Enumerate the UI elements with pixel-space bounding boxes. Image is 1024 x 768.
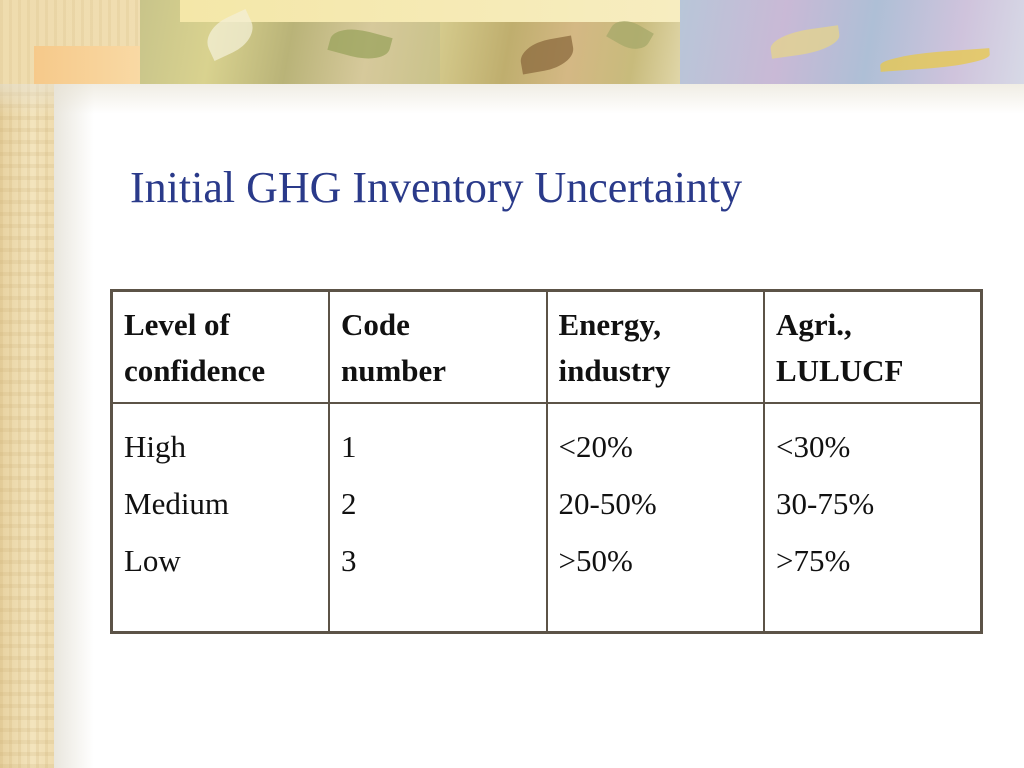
cell-value: 1	[341, 428, 357, 464]
header-energy-industry	[547, 291, 765, 403]
header-text: LULUCF	[776, 353, 904, 388]
cell-value: 20-50%	[558, 485, 657, 521]
decorative-side-strip	[0, 0, 54, 768]
header-text: Energy,	[558, 307, 661, 342]
cell-value: Medium	[124, 485, 230, 521]
decorative-side-shade	[54, 0, 94, 768]
banner-shadow	[0, 84, 1024, 114]
banner-band	[680, 0, 1024, 84]
header-text: Code	[341, 307, 410, 342]
slide-title: Initial GHG Inventory Uncertainty	[130, 163, 743, 212]
uncertainty-table	[110, 289, 983, 634]
cell-value: <30%	[776, 428, 851, 464]
cell-value: 30-75%	[776, 485, 875, 521]
cell-value: High	[124, 428, 186, 464]
cell-confidence-levels	[112, 403, 330, 633]
cell-agri-lulucf-values	[764, 403, 982, 633]
header-text: confidence	[124, 353, 266, 388]
header-text: industry	[558, 353, 671, 388]
decorative-top-banner	[0, 0, 1024, 84]
cell-value: <20%	[558, 428, 633, 464]
cell-value: 2	[341, 485, 357, 521]
cell-value: 3	[341, 542, 357, 578]
header-code-number	[329, 291, 547, 403]
table-header-row	[112, 291, 982, 403]
header-text: Agri.,	[776, 307, 852, 342]
header-text: Level of	[124, 307, 230, 342]
cell-energy-industry-values	[547, 403, 765, 633]
cell-value: >50%	[558, 542, 633, 578]
header-level-of-confidence	[112, 291, 330, 403]
banner-band	[180, 0, 680, 22]
cell-code-numbers	[329, 403, 547, 633]
header-text: number	[341, 353, 447, 388]
banner-band	[34, 46, 140, 84]
table-row	[112, 403, 982, 633]
cell-value: Low	[124, 542, 181, 578]
header-agri-lulucf	[764, 291, 982, 403]
cell-value: >75%	[776, 542, 851, 578]
